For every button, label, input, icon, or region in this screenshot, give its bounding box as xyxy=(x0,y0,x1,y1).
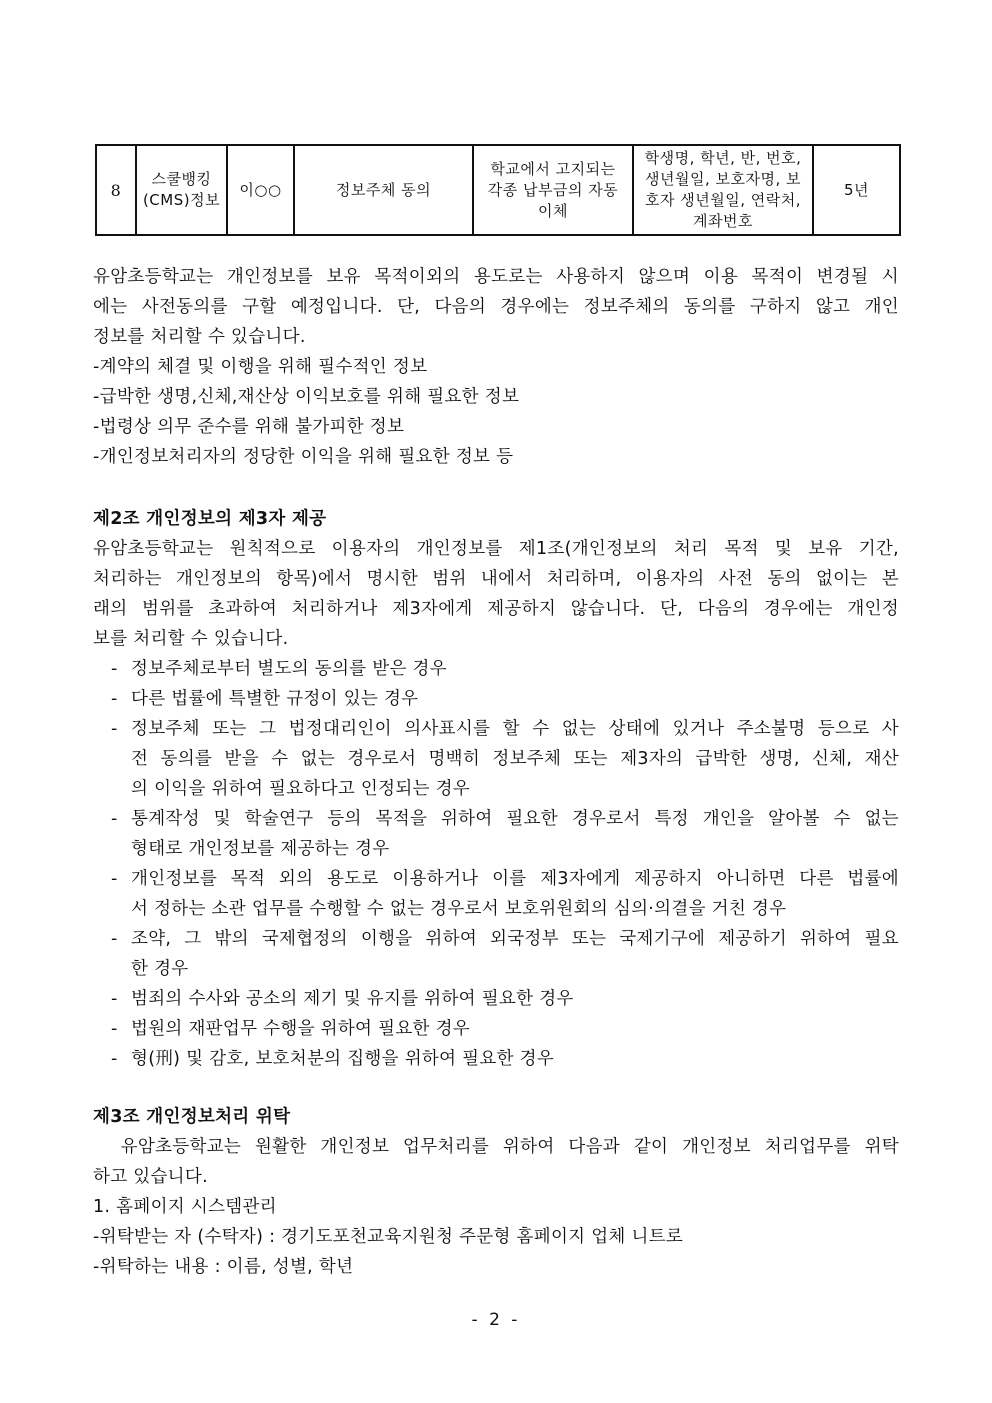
dash-marker: - xyxy=(111,1019,118,1039)
items-line: 학생명, 학년, 반, 번호, xyxy=(644,149,802,167)
bullet-item: -법령상 의무 준수를 위해 불가피한 정보 xyxy=(93,417,405,437)
list-item xyxy=(93,984,899,1014)
list-item-line: 전 동의를 받을 수 없는 경우로서 명백히 정보주체 또는 제3자의 급박한 생명, 신체, 재산 xyxy=(131,749,899,769)
list-item-line: 의 이익을 위하여 필요하다고 인정되는 경우 xyxy=(131,779,471,799)
list-item xyxy=(93,804,899,864)
retention-period: 5년 xyxy=(813,145,900,235)
purpose-line: 이체 xyxy=(538,201,568,220)
list-item xyxy=(93,1014,899,1044)
dash-marker: - xyxy=(111,869,118,889)
dash-marker: - xyxy=(111,689,118,709)
paragraph-line: 하고 있습니다. xyxy=(93,1167,208,1187)
dash-marker: - xyxy=(111,659,118,679)
article-3-heading: 제3조 개인정보처리 위탁 xyxy=(93,1107,291,1127)
bullet-item: -계약의 체결 및 이행을 위해 필수적인 정보 xyxy=(93,357,428,377)
list-item xyxy=(93,684,899,714)
info-items xyxy=(633,145,813,235)
detail-line: -위탁받는 자 (수탁자) : 경기도포천교육지원청 주문형 홈페이지 업체 니트로 xyxy=(93,1227,684,1247)
list-item-line: 서 정하는 소관 업무를 수행할 수 없는 경우로서 보호위원회의 심의·의결을 거친 경우 xyxy=(131,899,787,919)
list-item xyxy=(93,864,899,924)
intro-section xyxy=(93,262,899,472)
paragraph-line: 정보를 처리할 수 있습니다. xyxy=(93,327,306,347)
dash-marker: - xyxy=(111,809,118,829)
list-item-line: 형태로 개인정보를 제공하는 경우 xyxy=(131,839,390,859)
paragraph-line: 처리하는 개인정보의 항목)에서 명시한 범위 내에서 처리하며, 이용자의 사전 동의 없이는 본 xyxy=(93,569,899,589)
list-item xyxy=(93,924,899,984)
bullet-item: -개인정보처리자의 정당한 이익을 위해 필요한 정보 등 xyxy=(93,447,514,467)
list-item xyxy=(93,1044,899,1074)
paragraph-line: 보를 처리할 수 있습니다. xyxy=(93,629,289,649)
items-line: 계좌번호 xyxy=(693,212,753,230)
page-number: - 2 - xyxy=(471,1310,521,1330)
paragraph-line: 유암초등학교는 원활한 개인정보 업무처리를 위하여 다음과 같이 개인정보 처리업무를 위탁 xyxy=(93,1137,899,1157)
article-2-heading: 제2조 개인정보의 제3자 제공 xyxy=(93,509,327,529)
info-file-name-line: (CMS)정보 xyxy=(142,191,221,209)
dash-marker: - xyxy=(111,1049,118,1069)
bullet-item: -급박한 생명,신체,재산상 이익보호를 위해 필요한 정보 xyxy=(93,387,520,407)
list-item xyxy=(93,714,899,804)
info-file-name-line: 스쿨뱅킹 xyxy=(151,170,212,188)
paragraph-line: 유암초등학교는 원칙적으로 이용자의 개인정보를 제1조(개인정보의 처리 목적 및 보유 기간, xyxy=(93,539,899,559)
article-3-section xyxy=(93,1102,899,1282)
dash-marker: - xyxy=(111,719,118,739)
list-item-line: 형(刑) 및 감호, 보호처분의 집행을 위하여 필요한 경우 xyxy=(131,1049,555,1069)
subsection-title: 1. 홈페이지 시스템관리 xyxy=(93,1197,277,1217)
manager-name: 이○○ xyxy=(227,145,294,235)
paragraph-line: 유암초등학교는 개인정보를 보유 목적이외의 용도로는 사용하지 않으며 이용 목적이 변경될 시 xyxy=(93,267,899,287)
list-item-line: 조약, 그 밖의 국제협정의 이행을 위하여 외국정부 또는 국제기구에 제공하기 위하여 필요 xyxy=(131,929,899,949)
purpose xyxy=(473,145,633,235)
list-item-line: 통계작성 및 학술연구 등의 목적을 위하여 필요한 경우로서 특정 개인을 알아볼 수 없는 xyxy=(131,809,899,829)
list-item-line: 정보주체로부터 별도의 동의를 받은 경우 xyxy=(131,659,447,679)
items-line: 호자 생년월일, 연락처, xyxy=(645,191,801,209)
paragraph-line: 래의 범위를 초과하여 처리하거나 제3자에게 제공하지 않습니다. 단, 다음의 경우에는 개인정 xyxy=(93,599,899,619)
purpose-line: 학교에서 고지되는 xyxy=(490,159,616,178)
article-2-section xyxy=(93,504,899,1074)
list-item-line: 개인정보를 목적 외의 용도로 이용하거나 이를 제3자에게 제공하지 아니하면 다른 법률에 xyxy=(131,869,899,889)
dash-marker: - xyxy=(111,989,118,1009)
info-file-name xyxy=(136,145,227,235)
list-item-line: 다른 법률에 특별한 규정이 있는 경우 xyxy=(131,689,419,709)
personal-info-table xyxy=(95,144,901,236)
detail-line: -위탁하는 내용 : 이름, 성별, 학년 xyxy=(93,1257,354,1277)
list-item-line: 정보주체 또는 그 법정대리인이 의사표시를 할 수 없는 상태에 있거나 주소불명 등으로 사 xyxy=(131,719,899,739)
list-item-line: 한 경우 xyxy=(131,959,189,979)
dash-marker: - xyxy=(111,929,118,949)
purpose-line: 각종 납부금의 자동 xyxy=(487,180,619,199)
list-item-line: 범죄의 수사와 공소의 제기 및 유지를 위하여 필요한 경우 xyxy=(131,989,574,1009)
legal-basis: 정보주체 동의 xyxy=(294,145,473,235)
paragraph-line: 에는 사전동의를 구할 예정입니다. 단, 다음의 경우에는 정보주체의 동의를 구하지 않고 개인 xyxy=(93,297,899,317)
list-item-line: 법원의 재판업무 수행을 위하여 필요한 경우 xyxy=(131,1019,471,1039)
table-row xyxy=(96,145,900,235)
row-number: 8 xyxy=(96,145,136,235)
items-line: 생년월일, 보호자명, 보 xyxy=(645,170,801,188)
list-item xyxy=(93,654,899,684)
